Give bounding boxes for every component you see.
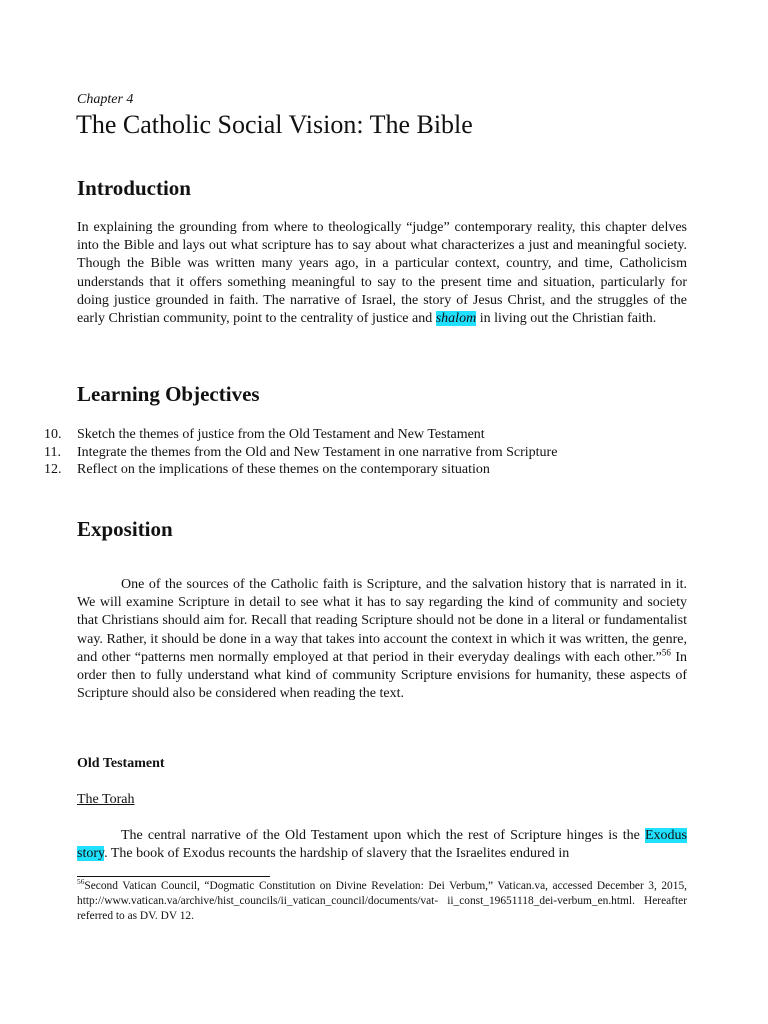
list-item-text: Integrate the themes from the Old and New Testament in one narrative from Scripture bbox=[77, 444, 558, 460]
footnote-separator bbox=[77, 876, 270, 877]
list-item bbox=[44, 426, 557, 444]
introduction-heading: Introduction bbox=[77, 176, 191, 200]
learning-objectives-heading: Learning Objectives bbox=[77, 382, 260, 406]
footnote-number: 56 bbox=[77, 877, 85, 887]
highlighted-term-exodus-story: Exodus story bbox=[77, 828, 687, 862]
exposition-text-start: One of the sources of the Catholic faith is Scripture, and the salvation history that is narrated in it. We will examine Scripture in detail to see what it has to say regarding the kind of community and society that Christians should aim for. Recall that reading Scripture should not be done in a literal or fundamentalist way. Rather, it should be done in a way that takes into account the context in which it was written, the genre, and other “patterns men normally employed at that period in their everyday dealings with each other.” bbox=[77, 577, 687, 665]
torah-subheading: The Torah bbox=[77, 792, 135, 807]
list-item-text: Reflect on the implications of these themes on the contemporary situation bbox=[77, 462, 490, 477]
list-item-number: 12. bbox=[44, 462, 62, 477]
old-testament-heading: Old Testament bbox=[77, 756, 165, 771]
list-item-text: Sketch the themes of justice from the Old Testament and New Testament bbox=[77, 427, 485, 442]
exposition-paragraph bbox=[77, 576, 687, 703]
highlighted-term-shalom: shalom bbox=[435, 311, 477, 327]
torah-text-start: The central narrative of the Old Testament upon which the rest of Scripture hinges is the bbox=[121, 828, 645, 843]
footnote-reference: 56 bbox=[661, 647, 671, 658]
introduction-paragraph bbox=[77, 219, 687, 328]
chapter-label: Chapter 4 bbox=[77, 92, 134, 107]
list-item-number: 10. bbox=[44, 427, 62, 442]
introduction-text-end: in living out the Christian faith. bbox=[476, 311, 657, 327]
list-item bbox=[44, 444, 557, 462]
exposition-text-end: In order then to fully understand what kind of community Scripture envisions for humanity, these aspects of Scripture should also be considered when reading the text. bbox=[77, 649, 687, 702]
footnote-text: Second Vatican Council, “Dogmatic Constitution on Divine Revelation: Dei Verbum,” Vatican.va, accessed December 3, 2015, http://www.vatican.va/archive/hist_councils/ii_vatican_council/documents/vat- ii_const_19651118_dei-verbum_en.html. Hereafter referred to as DV. DV 12. bbox=[77, 880, 687, 922]
exposition-heading: Exposition bbox=[77, 517, 173, 541]
footnote bbox=[77, 879, 687, 924]
chapter-title: The Catholic Social Vision: The Bible bbox=[76, 110, 473, 139]
introduction-text-start: In explaining the grounding from where to theologically “judge” contemporary reality, this chapter delves into the Bible and lays out what scripture has to say about what characterizes a just and meaningful society. Though the Bible was written many years ago, in a particular context, country, and time, Catholicism understands that it offers something meaningful to say to the present time and situation, particularly for doing justice grounded in faith. The narrative of Israel, the story of Jesus Christ, and the struggles of the early Christian community, point to the centrality of justice and bbox=[77, 220, 687, 327]
list-item-number: 11. bbox=[44, 444, 61, 460]
torah-text-end: . The book of Exodus recounts the hardship of slavery that the Israelites endured in bbox=[104, 846, 570, 862]
torah-paragraph bbox=[77, 827, 687, 863]
list-item bbox=[44, 461, 557, 479]
learning-objectives-list bbox=[44, 426, 557, 479]
